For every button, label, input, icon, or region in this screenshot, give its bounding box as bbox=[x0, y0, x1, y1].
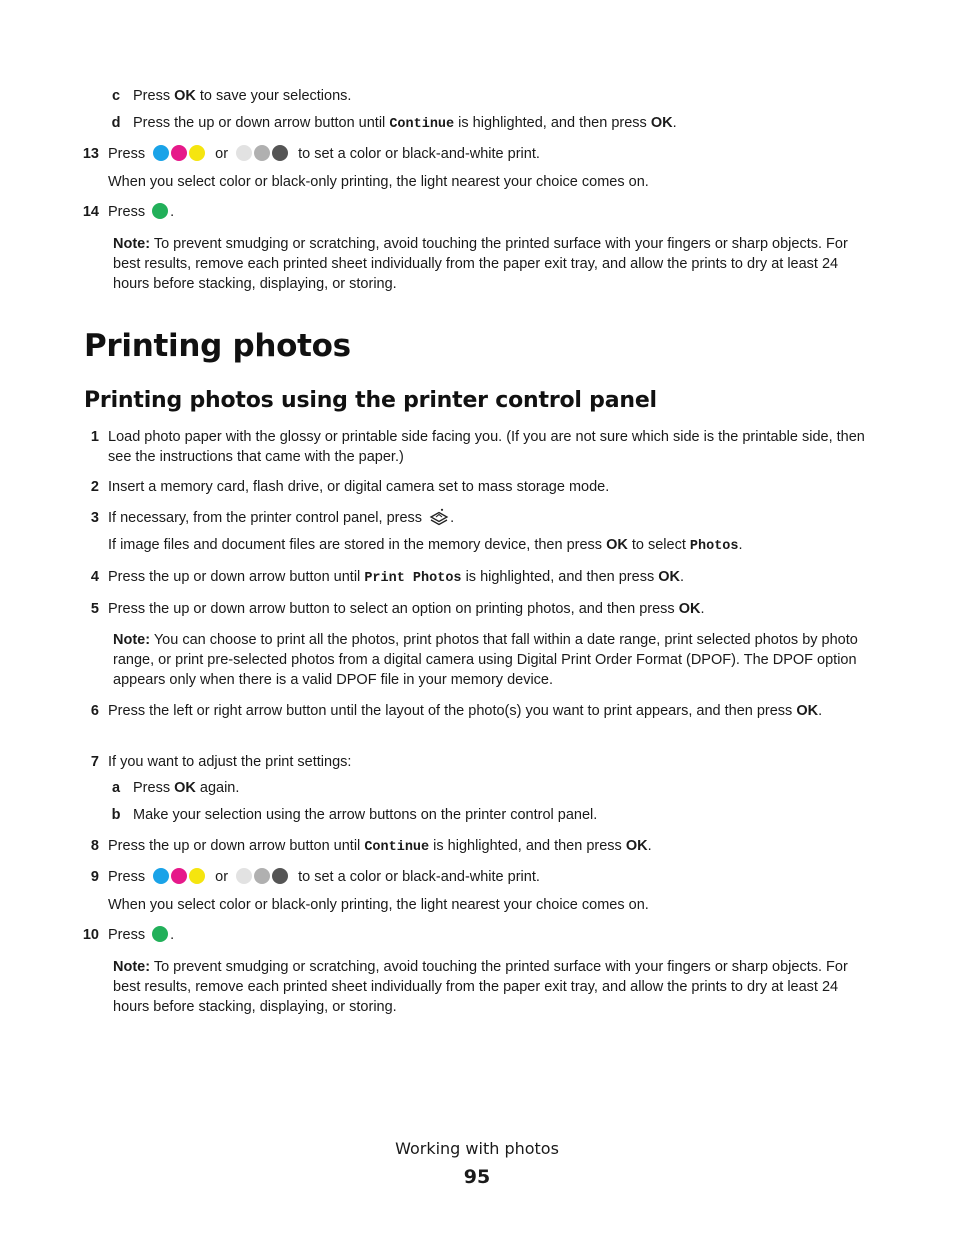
step-6-after: . bbox=[818, 703, 823, 719]
step-13-number: 13 bbox=[82, 146, 99, 162]
step-8-ok: OK bbox=[625, 838, 648, 854]
light-gray-dot-icon bbox=[236, 868, 252, 884]
step-9-before: Press bbox=[108, 869, 146, 885]
step-6-ok: OK bbox=[796, 703, 819, 719]
note-bottom bbox=[113, 957, 878, 1017]
step-7a-before: Press bbox=[133, 780, 171, 796]
step-d-text bbox=[133, 113, 677, 135]
step-7a-after: again. bbox=[199, 780, 240, 796]
section-title: Printing photos bbox=[84, 328, 351, 364]
step-2-text: Insert a memory card, flash drive, or digital camera set to mass storage mode. bbox=[108, 479, 610, 495]
step-8-before: Press the up or down arrow button until bbox=[108, 838, 361, 854]
step-13-text bbox=[108, 144, 540, 164]
note-bottom-label: Note: bbox=[113, 959, 151, 975]
step-7a-ok: OK bbox=[174, 780, 196, 796]
step-10-text bbox=[108, 925, 174, 945]
step-3-detail-before: If image files and document files are stored in the memory device, then press bbox=[108, 537, 603, 553]
magenta-dot-icon bbox=[171, 145, 187, 161]
step-7b-text: Make your selection using the arrow buttons on the printer control panel. bbox=[133, 807, 598, 823]
step-4-before: Press the up or down arrow button until bbox=[108, 569, 361, 585]
step-2-number: 2 bbox=[90, 479, 99, 495]
step-14-after: . bbox=[170, 204, 175, 220]
dark-gray-dot-icon bbox=[272, 868, 288, 884]
step-5-text bbox=[108, 599, 704, 619]
cyan-dot-icon bbox=[153, 145, 169, 161]
step-4-after: . bbox=[679, 569, 685, 585]
step-d-ok: OK bbox=[650, 115, 673, 131]
step-7b-letter: b bbox=[111, 807, 121, 823]
start-button-icon bbox=[152, 926, 168, 942]
step-13-after: to set a color or black-and-white print. bbox=[298, 146, 540, 162]
step-14-before: Press bbox=[108, 204, 146, 220]
step-13-detail: When you select color or black-only printing, the light nearest your choice comes on. bbox=[108, 174, 649, 190]
note-top bbox=[113, 234, 878, 294]
step-7a-text bbox=[133, 778, 239, 798]
step-d-middle: is highlighted, and then press bbox=[458, 115, 647, 131]
step-9-text bbox=[108, 867, 540, 887]
step-10-before: Press bbox=[108, 927, 146, 943]
step-8-middle: is highlighted, and then press bbox=[433, 838, 622, 854]
step-13-before: Press bbox=[108, 146, 146, 162]
step-3-after: . bbox=[450, 510, 455, 526]
step-6-text bbox=[108, 701, 880, 721]
step-9-or: or bbox=[215, 869, 229, 885]
step-8-code: Continue bbox=[364, 840, 430, 855]
step-4-number: 4 bbox=[90, 569, 99, 585]
mid-gray-dot-icon bbox=[254, 868, 270, 884]
step-3-before: If necessary, from the printer control panel, press bbox=[108, 510, 423, 526]
step-4-text bbox=[108, 567, 684, 589]
note-bottom-text: To prevent smudging or scratching, avoid touching the printed surface with your fingers or sharp objects. For best results, remove each printed sheet individually from the paper exit tray, and allow the prints to dry at least 24 hours before stacking, displaying, or storing. bbox=[113, 959, 848, 1015]
color-buttons-icon bbox=[153, 144, 207, 164]
step-8-number: 8 bbox=[90, 838, 99, 854]
step-7-number: 7 bbox=[90, 754, 99, 770]
step-3-detail-after: . bbox=[738, 537, 743, 553]
note-top-text: To prevent smudging or scratching, avoid touching the printed surface with your fingers or sharp objects. For best results, remove each printed sheet individually from the paper exit tray, and allow the prints to dry at least 24 hours before stacking, displaying, or storing. bbox=[113, 236, 848, 292]
step-1-number: 1 bbox=[90, 429, 99, 445]
start-button-icon bbox=[152, 203, 168, 219]
step-3-number: 3 bbox=[90, 510, 99, 526]
light-gray-dot-icon bbox=[236, 145, 252, 161]
step-4-code: Print Photos bbox=[364, 571, 462, 586]
step-7-text: If you want to adjust the print settings: bbox=[108, 754, 352, 770]
step-5-after: . bbox=[700, 601, 705, 617]
step-14-number: 14 bbox=[82, 204, 99, 220]
step-8-after: . bbox=[647, 838, 652, 854]
step-d-after: . bbox=[672, 115, 677, 131]
dark-gray-dot-icon bbox=[272, 145, 288, 161]
step-13-or: or bbox=[215, 146, 229, 162]
step-5-ok: OK bbox=[678, 601, 701, 617]
step-5-before: Press the up or down arrow button to select an option on printing photos, and then press bbox=[108, 601, 675, 617]
step-c-ok: OK bbox=[174, 88, 196, 104]
page-number: 95 bbox=[463, 1166, 491, 1188]
note-dpof-label: Note: bbox=[113, 632, 151, 648]
step-9-number: 9 bbox=[90, 869, 99, 885]
step-3-text bbox=[108, 508, 454, 532]
step-1-text: Load photo paper with the glossy or printable side facing you. (If you are not sure which side is the printable side, then see the instructions that came with the paper.) bbox=[108, 429, 865, 465]
step-c-letter: c bbox=[111, 88, 121, 104]
step-9-detail: When you select color or black-only printing, the light nearest your choice comes on. bbox=[108, 897, 649, 913]
magenta-dot-icon bbox=[171, 868, 187, 884]
step-4-ok: OK bbox=[658, 569, 680, 585]
step-3-detail-ok: OK bbox=[606, 537, 628, 553]
subsection-title: Printing photos using the printer control panel bbox=[84, 388, 657, 413]
step-d-code: Continue bbox=[389, 117, 455, 132]
step-3-detail-middle: to select bbox=[631, 537, 686, 553]
step-5-number: 5 bbox=[90, 601, 99, 617]
step-3-detail-code: Photos bbox=[689, 539, 739, 554]
step-10-after: . bbox=[170, 927, 175, 943]
photo-card-icon bbox=[428, 508, 450, 532]
footer-chapter-title: Working with photos bbox=[395, 1139, 559, 1158]
step-d-before: Press the up or down arrow button until bbox=[133, 115, 386, 131]
step-c-before: Press bbox=[133, 88, 171, 104]
step-8-text bbox=[108, 836, 652, 858]
step-d-letter: d bbox=[111, 115, 121, 131]
step-14-text bbox=[108, 202, 174, 222]
black-buttons-icon bbox=[236, 867, 290, 887]
note-top-label: Note: bbox=[113, 236, 151, 252]
cyan-dot-icon bbox=[153, 868, 169, 884]
step-6-number: 6 bbox=[90, 703, 99, 719]
yellow-dot-icon bbox=[189, 145, 205, 161]
yellow-dot-icon bbox=[189, 868, 205, 884]
note-dpof-text: You can choose to print all the photos, print photos that fall within a date range, print selected photos by photo range, or print pre-selected photos from a digital camera using Digital Print Order Format (DPOF). The DPOF option appears only when there is a valid DPOF file in your memory device. bbox=[113, 632, 858, 688]
black-buttons-icon bbox=[236, 144, 290, 164]
step-7a-letter: a bbox=[111, 780, 121, 796]
step-3-detail bbox=[108, 535, 743, 557]
step-10-number: 10 bbox=[82, 927, 99, 943]
step-4-middle: is highlighted, and then press bbox=[465, 569, 655, 585]
step-c-after: to save your selections. bbox=[199, 88, 352, 104]
step-9-after: to set a color or black-and-white print. bbox=[298, 869, 540, 885]
color-buttons-icon bbox=[153, 867, 207, 887]
note-dpof bbox=[113, 630, 878, 690]
step-c-text bbox=[133, 86, 351, 106]
mid-gray-dot-icon bbox=[254, 145, 270, 161]
step-6-before: Press the left or right arrow button until the layout of the photo(s) you want to print appears, and then press bbox=[108, 703, 793, 719]
